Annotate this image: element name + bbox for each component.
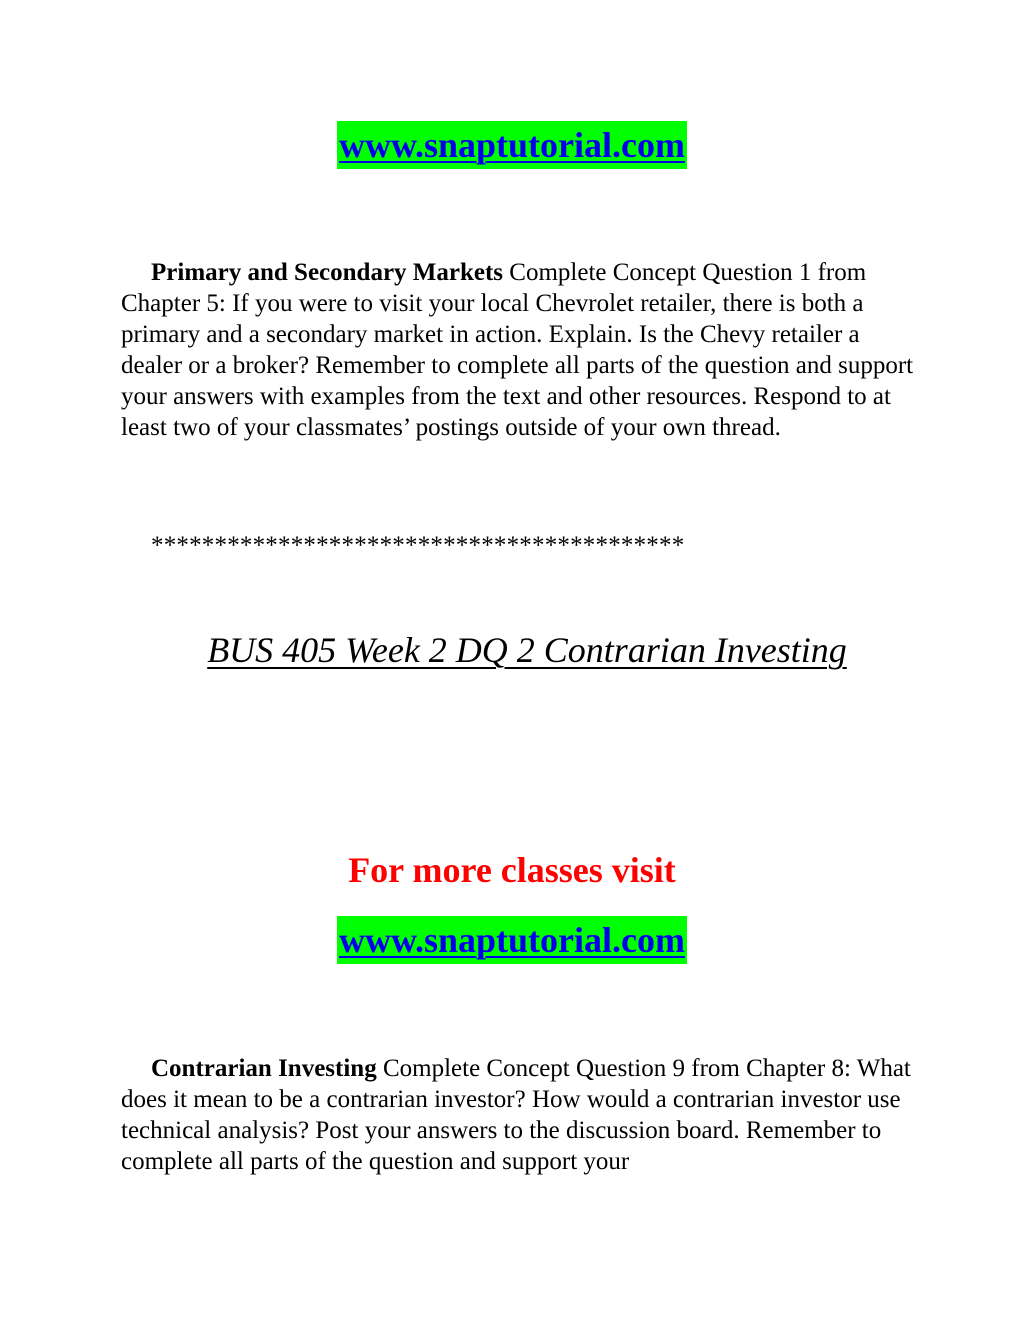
promo-link-container	[0, 916, 1024, 964]
promo-website-link[interactable]: www.snaptutorial.com	[337, 916, 687, 964]
question-2-body: Complete Concept Question 9 from Chapter 8: What does it mean to be a contrarian investor? How would a contrarian investor use technical analysis? Post your answers to the discussion board. Remember to complete all parts of the question and support your	[121, 1055, 911, 1175]
question-1-paragraph	[121, 257, 921, 443]
promo-text: For more classes visit	[348, 850, 676, 890]
header-website-link[interactable]: www.snaptutorial.com	[337, 121, 687, 169]
separator-line: ******************************************	[151, 532, 685, 559]
question-2-title: Contrarian Investing	[151, 1055, 377, 1082]
week-2-dq-2-heading: BUS 405 Week 2 DQ 2 Contrarian Investing	[207, 630, 847, 670]
question-1-body: Complete Concept Question 1 from Chapter 5: If you were to visit your local Chevrolet retailer, there is both a primary and a secondary market in action. Explain. Is the Chevy retailer a dealer or a broker? Remember to complete all parts of the question and support your answers with examples from the text and other resources. Respond to at least two of your classmates’ postings outside of your own thread.	[121, 259, 914, 441]
question-2-paragraph	[121, 1053, 921, 1177]
question-1-title: Primary and Secondary Markets	[151, 259, 504, 286]
header-link-container	[0, 121, 1024, 169]
